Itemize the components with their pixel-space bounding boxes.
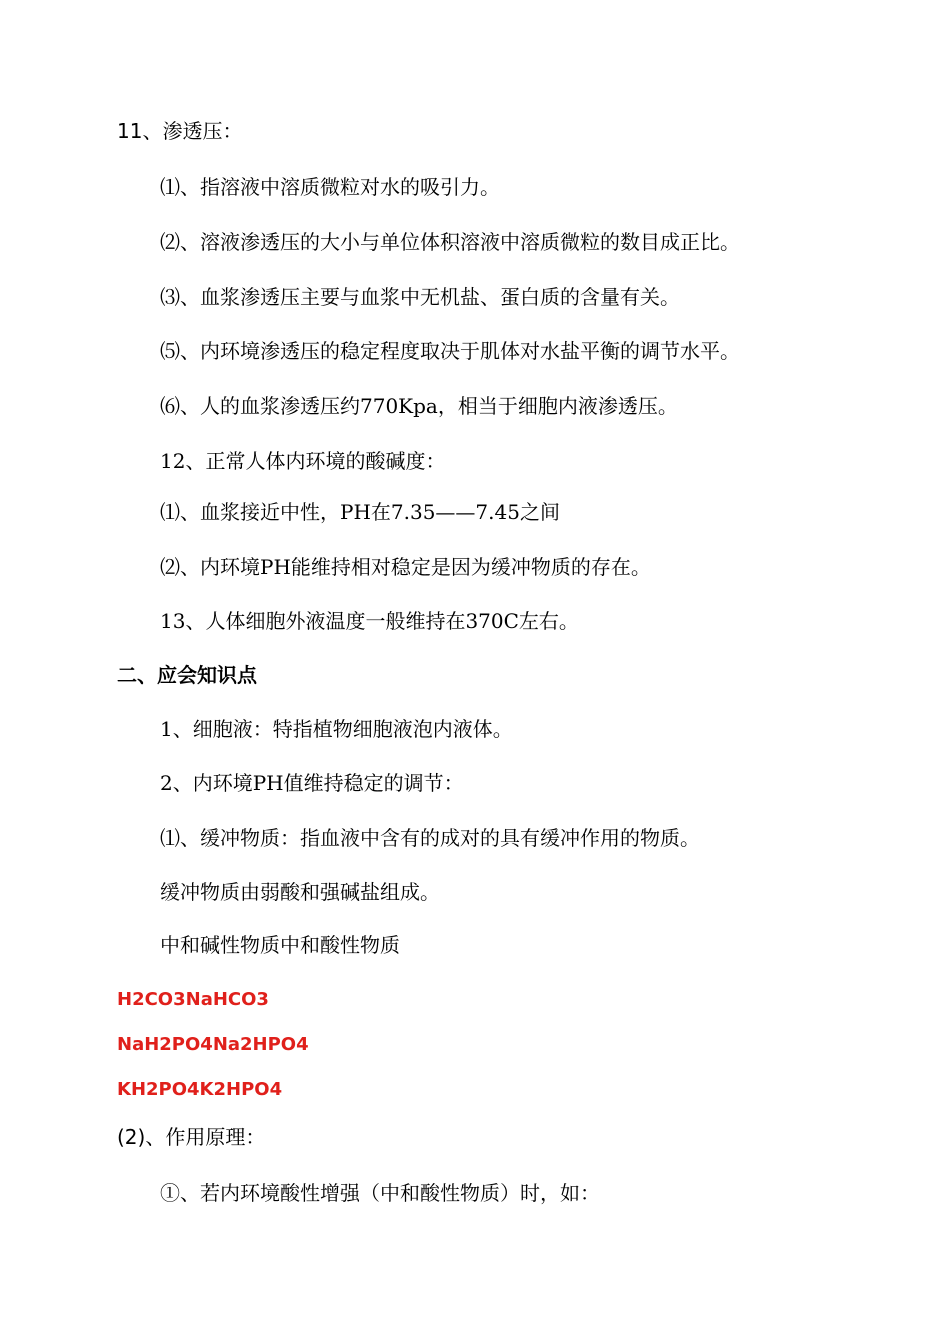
part-2-sub-1: ⑴、缓冲物质：指血液中含有的成对的具有缓冲作用的物质。 xyxy=(160,826,700,850)
section-11-item-2: ⑵、溶液渗透压的大小与单位体积溶液中溶质微粒的数目成正比。 xyxy=(160,230,740,254)
formula-potassium-phosphate: KH2PO4K2HPO4 xyxy=(117,1079,283,1100)
part-2-sub-2-heading xyxy=(117,1124,265,1150)
formula-carbonate: H2CO3NaHCO3 xyxy=(117,989,269,1010)
part-2-sub-2-number: (2) xyxy=(117,1125,146,1149)
section-13-title: 13、人体细胞外液温度一般维持在370C左右。 xyxy=(160,609,579,633)
part-2-item-2: 2、内环境PH值维持稳定的调节： xyxy=(160,771,464,795)
section-11-item-3: ⑶、血浆渗透压主要与血浆中无机盐、蛋白质的含量有关。 xyxy=(160,285,680,309)
part-2-heading: 二、应会知识点 xyxy=(117,663,257,687)
section-11-item-1: ⑴、指溶液中溶质微粒对水的吸引力。 xyxy=(160,175,500,199)
section-11-heading xyxy=(117,118,242,144)
part-2-sub-2-item-1: ①、若内环境酸性增强（中和酸性物质）时，如： xyxy=(160,1181,600,1205)
section-12-item-1: ⑴、血浆接近中性，PH在7.35——7.45之间 xyxy=(160,500,560,524)
section-11-item-6: ⑹、人的血浆渗透压约770Kpa，相当于细胞内液渗透压。 xyxy=(160,394,678,418)
section-12-title: 12、正常人体内环境的酸碱度： xyxy=(160,449,446,473)
part-2-sub-1-line-3: 中和碱性物质中和酸性物质 xyxy=(160,933,400,957)
section-11-number: 11 xyxy=(117,119,143,143)
section-12-item-2: ⑵、内环境PH能维持相对稳定是因为缓冲物质的存在。 xyxy=(160,555,651,579)
part-2-item-1: 1、细胞液：特指植物细胞液泡内液体。 xyxy=(160,717,513,741)
part-2-sub-1-line-2: 缓冲物质由弱酸和强碱盐组成。 xyxy=(160,880,440,904)
section-11-title: 、渗透压： xyxy=(142,119,243,143)
part-2-sub-2-title: 、作用原理： xyxy=(145,1125,266,1149)
section-11-item-5: ⑸、内环境渗透压的稳定程度取决于肌体对水盐平衡的调节水平。 xyxy=(160,339,740,363)
formula-sodium-phosphate: NaH2PO4Na2HPO4 xyxy=(117,1034,309,1055)
